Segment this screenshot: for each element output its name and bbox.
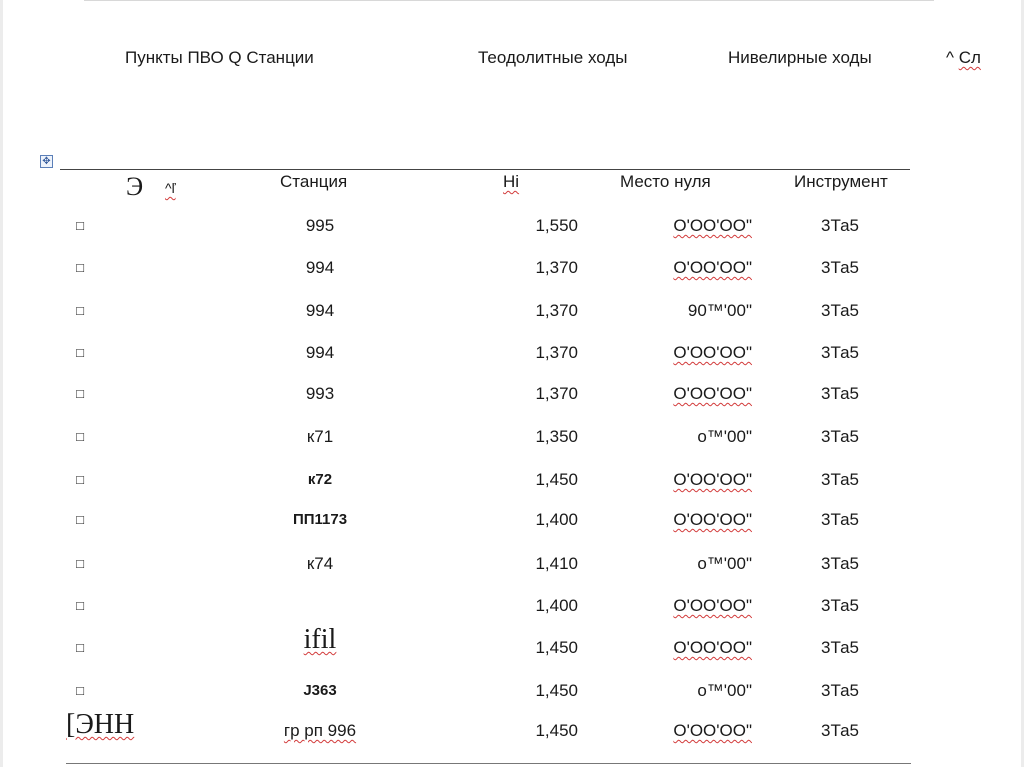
cell-instrument: 3Та5 [821,301,859,320]
cell-hi: 1,370 [535,343,578,362]
cell-zero-place: О'ОО'ОО" [673,216,752,235]
cell-hi: 1,450 [535,681,578,700]
cell-station: к72 [307,471,333,488]
table-row [0,300,1024,330]
cell-instrument: 3Та5 [821,681,859,700]
header-hi: Hi [503,172,520,191]
row-checkbox[interactable]: □ [76,260,84,275]
cell-hi: 1,370 [535,301,578,320]
cell-hi: 1,400 [535,510,578,529]
cell-instrument: 3Та5 [821,427,859,446]
heading-theodolite-traverses: Теодолитные ходы [478,48,628,67]
table-row [0,509,1024,539]
row-checkbox[interactable]: □ [76,640,84,655]
cell-hi: 1,450 [535,638,578,657]
cell-hi: 1,410 [535,554,578,573]
row-checkbox[interactable]: □ [76,303,84,318]
header-instrument: Инструмент [794,172,888,191]
heading-sl: ^ Сл [946,48,981,67]
header-zero-place: Место нуля [620,172,711,191]
cell-hi: 1,400 [535,596,578,615]
cell-station: ПП1173 [292,511,348,528]
cell-zero-place: О'ОО'ОО" [673,510,752,529]
cell-instrument: 3Та5 [821,554,859,573]
cell-zero-place: О'ОО'ОО" [673,638,752,657]
table-row [0,709,1024,750]
cell-hi: 1,550 [535,216,578,235]
cell-instrument: 3Та5 [821,343,859,362]
table-row [0,624,1024,667]
cell-zero-place: о™'00" [697,554,752,573]
row-checkbox[interactable]: □ [76,472,84,487]
cell-instrument: 3Та5 [821,470,859,489]
cell-zero-place: О'ОО'ОО" [673,470,752,489]
cell-instrument: 3Та5 [821,510,859,529]
header-mark: ^ľ [165,180,176,196]
table-row [0,257,1024,287]
cell-zero-place: О'ОО'ОО" [673,721,752,740]
row-mark-text: [ЭНН [66,709,135,740]
table-move-handle-icon[interactable]: ✥ [40,155,53,168]
cell-zero-place: о™'00" [697,427,752,446]
cell-station: ifil [303,624,337,655]
cell-hi: 1,350 [535,427,578,446]
heading-points-stations: Пункты ПВО Q Станции [125,48,314,67]
cell-zero-place: 90™'00" [687,301,752,320]
cell-zero-place: О'ОО'ОО" [673,384,752,403]
cell-instrument: 3Та5 [821,258,859,277]
row-checkbox[interactable]: □ [76,386,84,401]
cell-zero-place: О'ОО'ОО" [673,258,752,277]
table-row [0,595,1024,625]
table-row [0,553,1024,583]
cell-station: к74 [306,554,334,573]
cell-zero-place: О'ОО'ОО" [673,596,752,615]
cell-instrument: 3Та5 [821,596,859,615]
table-row [0,342,1024,372]
row-checkbox[interactable]: □ [76,598,84,613]
cell-station: 993 [305,384,335,403]
cell-station: 994 [305,301,335,320]
cell-instrument: 3Та5 [821,384,859,403]
cell-station: J363 [303,682,337,699]
cell-station: к71 [306,427,334,446]
table-row [0,680,1024,710]
cell-station: гр рп 996 [283,721,357,740]
row-checkbox[interactable]: □ [76,556,84,571]
cell-hi: 1,450 [535,470,578,489]
cell-station: 994 [305,258,335,277]
cell-hi: 1,370 [535,384,578,403]
row-checkbox[interactable]: □ [76,429,84,444]
cell-hi: 1,450 [535,721,578,740]
cell-hi: 1,370 [535,258,578,277]
table-row [0,469,1024,499]
table-row [0,215,1024,245]
header-icon-glyph: Э [126,172,144,201]
row-checkbox[interactable]: □ [76,683,84,698]
cell-instrument: 3Та5 [821,216,859,235]
header-station: Станция [280,172,348,191]
heading-leveling-lines: Нивелирные ходы [728,48,872,67]
row-checkbox[interactable]: □ [76,218,84,233]
table-row [0,426,1024,456]
cell-instrument: 3Та5 [821,721,859,740]
cell-zero-place: о™'00" [697,681,752,700]
cell-station: 995 [305,216,335,235]
cell-station: 994 [305,343,335,362]
row-checkbox[interactable]: □ [76,512,84,527]
cell-instrument: 3Та5 [821,638,859,657]
cell-zero-place: О'ОО'ОО" [673,343,752,362]
row-checkbox[interactable]: □ [76,345,84,360]
table-row [0,383,1024,413]
